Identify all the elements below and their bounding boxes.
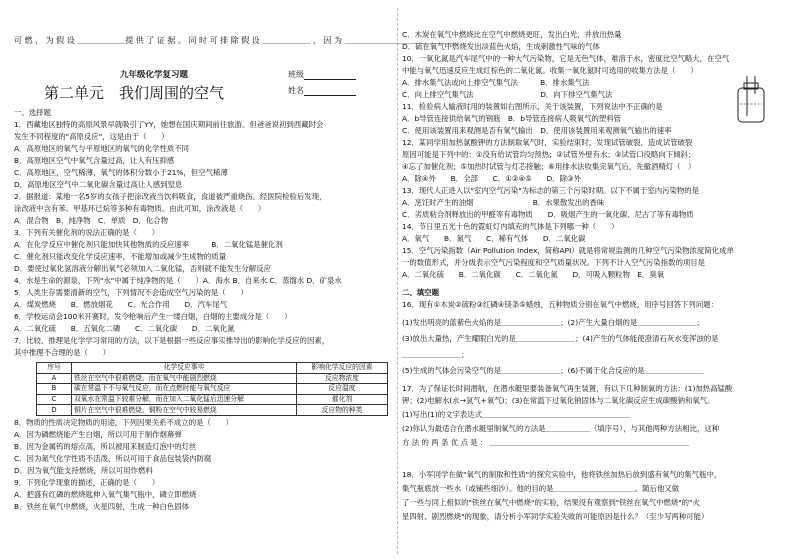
right-line: (1)写出(1)的文字表达式＿＿＿＿＿＿＿＿＿＿＿＿＿＿＿＿＿＿＿＿	[402, 410, 630, 419]
section-heading-fill-in: 二、填空题	[402, 288, 439, 297]
table-row	[37, 384, 388, 395]
left-line: A．混合物 B．纯净物 C．单质 D．化合物	[14, 216, 169, 225]
name-field[interactable]: 姓名	[288, 86, 356, 96]
table-cell: 反应物的种类	[297, 405, 388, 416]
right-line: 原因可能是下列中的：①没有给试管均匀预热；②试管外壁有水；③试管口没略向下倾斜；	[402, 150, 696, 159]
right-line: (5)生成的气体会污染空气的是＿＿＿＿＿＿＿＿；(6)不属于化合反应的是＿＿＿＿＿＿＿＿	[402, 366, 704, 375]
page-title: 第二单元 我们周围的空气	[44, 84, 225, 102]
left-line: 发生不同程度的"高原反应"，这是由于（ ）	[14, 132, 169, 141]
left-line: C．高原地区，空气稀薄，氧气的体积分数小于21%，但空气稀薄	[14, 168, 228, 177]
table-cell: 反应物浓度	[297, 373, 388, 384]
left-line: B．高原地区空气中氧气含量过高，让人有压抑感	[14, 156, 175, 165]
right-line: 16．现有①木炭②硫粉③红磷④镁条⑤蜡烛，五种物质分别在氧气中燃烧，用序号回答下列问题：	[402, 300, 718, 309]
right-line: C．向上排空气集气法 D．向下排空气集气法	[402, 90, 613, 99]
left-line: D．高原地区空气中二氧化碳含量过高让人感到窒息	[14, 180, 183, 189]
right-line: ④忘了加催化剂；⑤加热时试管与灯芯接触；⑥用排水法收集完氧气后，先撤酒精灯（ ）	[402, 162, 696, 171]
left-line: D．要使过氧化氢溶液分解出氧气必须加入二氧化锰，否则就不能发生分解反应	[14, 264, 271, 273]
left-line: A．高原地区的氧气与平原地区的氧气的化学性质不同	[14, 144, 190, 153]
left-line: 其中推理不合理的是（ ）	[14, 348, 111, 357]
right-line: 13．现代人正进入以"室内空气污染"为标志的第三个污染时期。以下不属于室内污染物的是	[402, 186, 700, 195]
left-line: 1．西藏地区独特的高原风景早就吸引了YY，她想在国庆期间前往旅游。但爸爸说初到西藏时会	[14, 120, 324, 129]
right-line: 18．小军同学在做"氧气的制取和性质"的探究实验中，他将铁丝加热后放到盛有氧气的集气瓶中，	[402, 470, 722, 479]
left-line: C．催化剂只能改变化学反应速率，不能增加或减少生成物的质量	[14, 252, 227, 261]
table-header: 影响化学反应的因素	[297, 363, 388, 374]
paper-subtitle: 九年级化学复习题	[120, 70, 189, 80]
table-cell: C	[37, 394, 72, 405]
table-header-row	[37, 363, 388, 374]
right-line: 集气瓶底放一些水（或铺些细沙）。他的目的是＿＿＿＿＿＿＿＿＿＿＿。随后他又做	[402, 484, 680, 493]
left-line: 8．物质的性质决定物质的用途，下列因果关系不成立的是（ ）	[14, 418, 234, 427]
right-line: A．氧气 B．氮气 C．稀有气体 D．二氧化碳	[402, 234, 586, 243]
left-line: 涂改液中含有苯、甲基环已烷等多种有毒物质。由此可知，涂改液是（ ）	[14, 204, 266, 213]
right-line: (1)发出明亮的蓝紫色火焰的是＿＿＿＿＿＿＿＿；(2)产生大量白烟的是＿＿＿＿＿＿＿＿；	[402, 318, 704, 327]
table-cell: 双氧水在常温下较难分解，而在加入二氧化锰后迅速分解	[72, 394, 297, 405]
left-line: 3．下列有关催化剂的说法正确的是（ ）	[14, 228, 160, 237]
table-row	[37, 405, 388, 416]
right-line: C．木炭在氧气中燃烧比在空气中燃烧更旺，发出白光，并放出热量	[402, 30, 622, 39]
table-cell: 反应温度	[297, 384, 388, 395]
right-line: 星四射、剧烈燃烧"的现象，请分析小军同学实验失败的可能原因是什么？（至少写两种可能）	[402, 512, 709, 521]
left-line: A．二氧化硫 B．五氧化二磷 C．二氧化碳 D．二氧化氮	[14, 324, 235, 333]
left-line: A．煤炭燃烧 B．燃放烟花 C．光合作用 D．汽车尾气	[14, 300, 228, 309]
table-cell: B	[37, 384, 72, 395]
right-line: 10．一氧化氮是汽车尾气中的一种大气污染物，它是无色气体，难溶于水，密度比空气略大，在空气	[402, 54, 730, 63]
left-line: B．铁丝在氧气中燃烧，火星四射，生成一种白色固体	[14, 502, 190, 511]
left-line: B．因为金属钨的熔点高，所以被用来制造灯泡中的灯丝	[14, 442, 197, 451]
continuation-line: 可 燃 ， 为 假 设 ＿＿＿＿＿＿提 供 了 证 据 。 同 时 可 排 除 假 设 ＿＿＿＿＿＿ ， 因 为 ＿＿＿＿＿＿＿＿＿＿＿＿＿＿	[14, 36, 457, 45]
right-line: 中能与氧气迅速反应生成红棕色的二氧化氮。收集一氧化氮时可选用的收集方法是（ ）	[402, 66, 698, 75]
right-line: A．除④外 B．全部 C．①②④⑤ D．除③外	[402, 174, 581, 183]
table-cell: 碳在常温下不与氧气反应，而在点燃时能与氧气反应	[72, 384, 297, 395]
left-line: 7．比较、推理是化学学习常用的方法，以下是根据一些反应事实推导出的影响化学反应的因素，	[14, 336, 330, 345]
table-header: 化学反应事实	[72, 363, 297, 374]
left-line: D．因为氧气能支持燃烧，所以可用作燃料	[14, 466, 153, 475]
left-line: 4．水是生命的源泉，下列"水"中属于纯净物的是（ ）A．海水 B．自来水 C．蒸馏水 D．矿泉水	[14, 276, 342, 285]
left-line: 2．据报道：某地一名5岁的女孩子把涂改液当饮料吸食，食道被严重烧伤。经医院检验后发现，	[14, 192, 327, 201]
right-line: 方 法 的 两 条 优 点 是 ： ＿＿＿＿＿＿＿＿＿＿＿＿＿＿＿＿＿＿＿＿＿＿＿＿＿＿＿	[402, 438, 690, 447]
table-cell: 铁丝在空气中很难燃烧，而在氧气中能剧烈燃烧	[72, 373, 297, 384]
column-divider	[397, 8, 398, 554]
left-line: A．把盛有红磷的燃烧匙伸入氧气集气瓶中，磷立即燃烧	[14, 490, 197, 499]
left-line: A．在化学反应中催化剂只能加快其他物质的反应速率 B．二氧化锰是催化剂	[14, 240, 283, 249]
right-line: 11．检验病人输液时用的装置如右图所示，关于该装置，下列说法中不正确的是	[402, 102, 663, 111]
right-line: A．b导管连接供给氧气的钢瓶 B．b导管连接病人吸氧气的塑料管	[402, 114, 622, 123]
table-cell: D	[37, 405, 72, 416]
right-line: A．排水集气法或向上排空气集气法 B．排水集气法	[402, 78, 590, 87]
table-header: 序号	[37, 363, 72, 374]
table-cell: 铜片在空气中很难燃烧，铜粉在空气中较易燃烧	[72, 405, 297, 416]
right-line: 钾；(2)电解水(水→氢气+氧气)；(3)在常温下过氧化钠固体与二氧化碳反应生成碳酸钠和氧气。	[402, 396, 715, 405]
gas-washing-bottle-diagram	[726, 74, 776, 126]
left-line: 5．人类生存需要清新的空气，下列情况不会造成空气污染的是（ ）	[14, 288, 248, 297]
right-line: 12．某同学用加热氯酸钾的方法制取氧气时，实验结束时，发现试管破裂，造成试管破裂	[402, 138, 693, 147]
right-line: 了一些与同上相似的"铁丝在氧气中燃烧"的实验，结果没有观察到"铁丝在氧气中燃烧"的"火	[402, 498, 700, 507]
left-line: A．因为磷燃烧能产生白烟，所以可用于制作烟幕弹	[14, 430, 182, 439]
right-line: (2)你认为最适合在潜水艇里制氧气的方法是＿＿＿＿＿＿（填序号），与其他两种方法相比，这种	[402, 424, 720, 433]
right-line: C．使用该装置用来观测是否有氧气输出 D．使用该装置用来观测氧气输出的速率	[402, 126, 672, 135]
right-line: C．劣质粘合剂释放出的甲醛等有毒物质 D．吸烟产生的一氧化碳、尼古丁等有毒物质	[402, 210, 694, 219]
left-line: 一、选择题	[14, 108, 51, 117]
right-line: 17．为了保证长时间潜航，在潜水艇里要装备氧气再生装置，有以下几种制氧的方法：(1)加热高锰酸	[402, 384, 733, 393]
table-row	[37, 394, 388, 405]
right-line: 15．空气污染指数（Air Pollution Index，简称API）就是将常规监测的几种空气污染物浓度简化成单	[402, 246, 734, 255]
right-line: A．烹饪时产生的油烟 B．水果散发出的香味	[402, 198, 605, 207]
table-row	[37, 373, 388, 384]
reaction-factors-table	[36, 362, 388, 416]
left-line: C．因为氮气化学性质不活泼，所以可用于食品包装袋内防腐	[14, 454, 212, 463]
left-line: 9．下列化学现象的描述，正确的是（ ）	[14, 478, 160, 487]
right-line: ＿＿＿＿＿＿＿＿；	[402, 350, 469, 359]
right-line: D．硫在氧气中燃烧发出淡蓝色火焰，生成刺激性气味的气体	[402, 42, 600, 51]
table-cell: 催化剂	[297, 394, 388, 405]
right-line: 一的数值形式，并分级表示空气污染程度和空气质量状况。下列不计入空气污染指数的项目是	[402, 258, 706, 267]
right-line: (3)放出大量热，产生耀眼白光的是＿＿＿＿＿＿＿＿；(4)产生的气体能使澄清石灰水变浑浊的是	[402, 334, 719, 343]
table-cell: A	[37, 373, 72, 384]
left-line: 6．学校运动会100米开赛时，发令枪响后产生一缕白烟，白烟的主要成分是（ ）	[14, 312, 292, 321]
class-field[interactable]: 班级	[288, 70, 356, 80]
right-line: 14．节日里五光十色的霓虹灯内填充的气体是下列哪一种（ ）	[402, 222, 619, 231]
right-line: A．二氧化硫 B．二氧化碳 C．二氧化氮 D．可吸入颗粒物 E．臭氧	[402, 270, 665, 279]
bottle-outline	[738, 88, 764, 122]
